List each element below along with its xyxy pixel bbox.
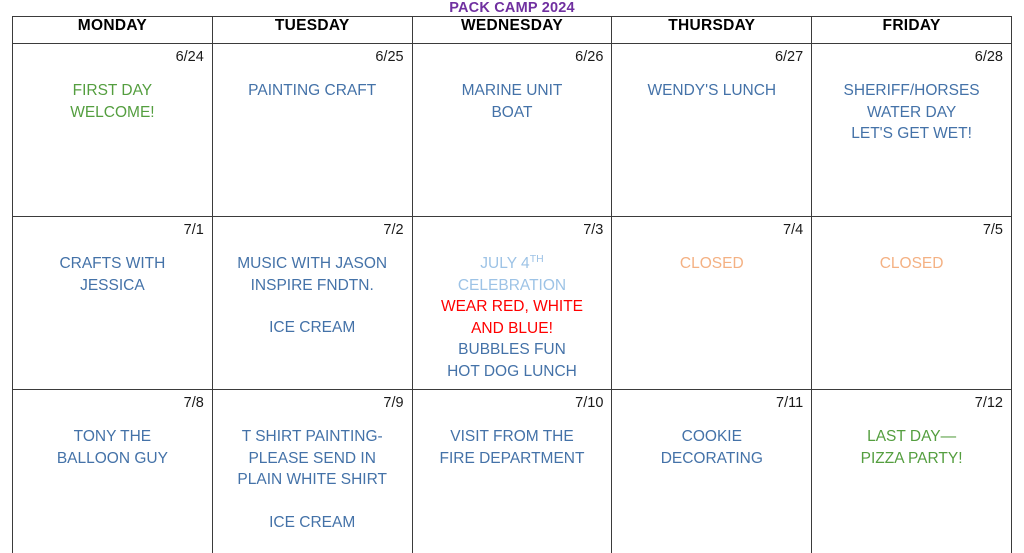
day-activity-line: SHERIFF/HORSES — [843, 82, 980, 99]
day-date-label: 6/24 — [175, 49, 204, 65]
day-activity-line: CRAFTS WITH — [59, 255, 166, 272]
day-activity-list — [221, 253, 404, 339]
calendar-day-cell[interactable] — [612, 217, 812, 390]
day-activity-line: FIRE DEPARTMENT — [439, 449, 585, 467]
day-activity-line: BALLOON GUY — [56, 449, 168, 467]
day-header-monday: MONDAY — [13, 17, 213, 44]
day-date-label: 7/10 — [575, 395, 604, 411]
day-cell-content — [13, 390, 212, 553]
day-header-thursday: THURSDAY — [612, 17, 812, 44]
day-activity-list — [820, 253, 1003, 275]
day-activity-line: LAST DAY— — [867, 428, 957, 445]
calendar-day-cell[interactable] — [412, 44, 612, 217]
day-activity-line: CLOSED — [879, 255, 944, 272]
day-date-label: 6/27 — [774, 49, 804, 65]
calendar-day-cell[interactable] — [13, 217, 213, 390]
calendar-body — [13, 44, 1012, 553]
day-date-label: 7/5 — [982, 222, 1003, 238]
day-activity-line: INSPIRE FNDTN. — [250, 276, 374, 294]
day-date-label: 7/3 — [583, 222, 604, 238]
day-activity-list — [421, 80, 604, 123]
day-activity-list — [21, 426, 204, 469]
day-cell-content — [413, 217, 612, 389]
calendar-day-cell[interactable] — [612, 390, 812, 553]
calendar-header-row — [13, 17, 1012, 44]
day-activity-line: TONY THE — [73, 428, 152, 445]
day-date-label: 7/11 — [776, 395, 804, 411]
day-activity-line: HOT DOG LUNCH — [447, 362, 577, 380]
calendar-day-cell[interactable] — [812, 217, 1012, 390]
day-activity-line: MARINE UNIT — [461, 82, 563, 99]
day-activity-line: JULY 4TH — [480, 252, 544, 272]
day-cell-content — [213, 44, 412, 216]
day-date-label: 6/28 — [974, 49, 1003, 65]
day-activity-line: COOKIE — [681, 428, 742, 445]
calendar-day-cell[interactable] — [13, 44, 213, 217]
day-activity-line: T SHIRT PAINTING- — [241, 428, 383, 445]
day-header-wednesday: WEDNESDAY — [412, 17, 612, 44]
day-activity-line: ICE CREAM — [269, 319, 356, 336]
day-cell-content — [213, 217, 412, 389]
day-activity-line: ICE CREAM — [269, 513, 356, 531]
day-activity-line: LET'S GET WET! — [851, 125, 972, 142]
day-activity-line: BUBBLES FUN — [458, 341, 566, 358]
day-activity-list — [620, 426, 803, 469]
day-activity-list — [620, 253, 803, 275]
day-activity-line: MUSIC WITH JASON — [237, 255, 388, 272]
day-activity-list — [21, 80, 204, 123]
day-header-tuesday: TUESDAY — [212, 17, 412, 44]
day-cell-content — [612, 44, 811, 216]
day-date-label: 7/12 — [974, 395, 1003, 411]
calendar-day-cell[interactable] — [412, 217, 612, 390]
day-activity-list — [221, 426, 404, 533]
day-date-label: 6/25 — [375, 49, 404, 65]
day-cell-content — [13, 44, 212, 216]
day-activity-list — [421, 253, 604, 382]
day-activity-list — [820, 426, 1003, 469]
day-activity-list — [620, 80, 803, 102]
day-cell-content — [213, 390, 412, 553]
calendar-day-cell[interactable] — [13, 390, 213, 553]
day-activity-list — [221, 80, 404, 102]
calendar-day-cell[interactable] — [812, 390, 1012, 553]
day-activity-line: WATER DAY — [866, 103, 957, 121]
day-date-label: 7/9 — [383, 395, 404, 411]
day-activity-line: AND BLUE! — [471, 319, 553, 337]
day-activity-list — [21, 253, 204, 296]
day-cell-content — [812, 217, 1011, 389]
day-activity-line: PLAIN WHITE SHIRT — [237, 471, 387, 488]
day-activity-line: DECORATING — [660, 449, 763, 467]
day-activity-line: JESSICA — [80, 276, 145, 294]
day-cell-content — [812, 390, 1011, 553]
day-activity-line: PIZZA PARTY! — [860, 449, 963, 467]
day-cell-content — [13, 217, 212, 389]
day-activity-list — [820, 80, 1003, 145]
day-activity-line: CLOSED — [679, 255, 744, 272]
ordinal-suffix: TH — [529, 252, 544, 265]
day-cell-content — [413, 44, 612, 216]
day-activity-line: BOAT — [491, 103, 533, 121]
day-activity-list — [421, 426, 604, 469]
day-date-label: 7/1 — [183, 222, 204, 238]
day-activity-line: PLEASE SEND IN — [248, 449, 376, 467]
calendar-day-cell[interactable] — [412, 390, 612, 553]
day-activity-line: PAINTING CRAFT — [248, 82, 377, 99]
day-activity-line: WENDY'S LUNCH — [647, 82, 777, 99]
day-cell-content — [812, 44, 1011, 216]
day-activity-line: VISIT FROM THE — [450, 428, 574, 445]
day-activity-line: FIRST DAY — [72, 82, 153, 99]
calendar-day-cell[interactable] — [212, 390, 412, 553]
day-date-label: 7/8 — [183, 395, 204, 411]
calendar-day-cell[interactable] — [612, 44, 812, 217]
day-date-label: 7/2 — [383, 222, 404, 238]
day-date-label: 7/4 — [783, 222, 804, 238]
day-activity-line: CELEBRATION — [457, 276, 567, 294]
calendar-week-row — [13, 217, 1012, 390]
page-title: PACK CAMP 2024 — [449, 0, 575, 16]
day-activity-line: WELCOME! — [70, 103, 155, 121]
day-cell-content — [612, 217, 811, 389]
camp-calendar-table — [12, 16, 1012, 553]
calendar-week-row — [13, 390, 1012, 553]
day-cell-content — [612, 390, 811, 553]
calendar-day-cell[interactable] — [812, 44, 1012, 217]
calendar-day-cell[interactable] — [212, 44, 412, 217]
calendar-week-row — [13, 44, 1012, 217]
calendar-day-cell[interactable] — [212, 217, 412, 390]
day-date-label: 6/26 — [575, 49, 604, 65]
day-activity-line: WEAR RED, WHITE — [440, 298, 584, 315]
day-cell-content — [413, 390, 612, 553]
day-header-friday: FRIDAY — [812, 17, 1012, 44]
